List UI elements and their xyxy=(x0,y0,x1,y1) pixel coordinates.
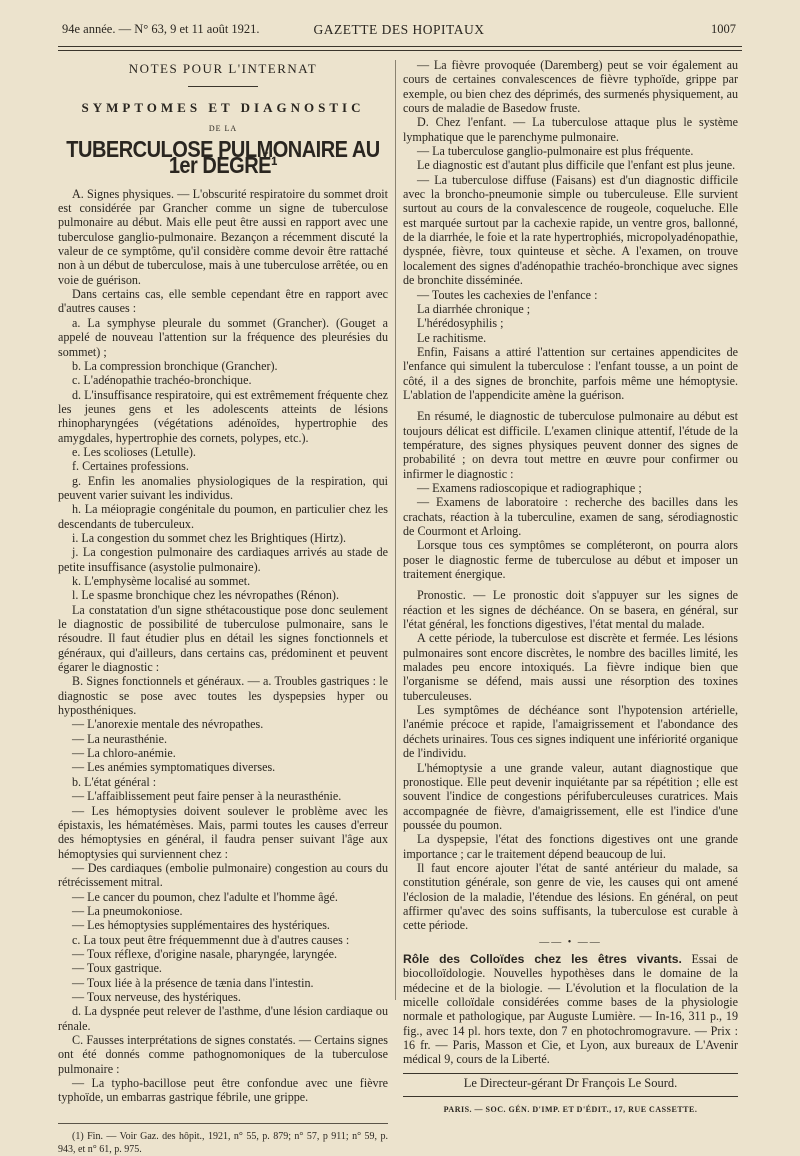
paragraph: Il faut encore ajouter l'état de santé antérieur du malade, sa constitution générale, son genre de vie, les causes qui ont amené l'éclosion de la maladie, l'étendue des lésions. En général, on peut affirmer qu'avec des soins suffisants, la tuberculose est curable à cette période. xyxy=(403,860,738,933)
paragraph: Le diagnostic est d'autant plus difficile que l'enfant est plus jeune. xyxy=(417,158,736,173)
book-review-title: Rôle des Colloïdes chez les êtres vivants. xyxy=(403,951,682,966)
footnote-rule xyxy=(58,1123,388,1124)
paragraph: La constatation d'un signe sthétacoustique pose donc seulement le diagnostic de possibilité de tuberculose pulmonaire, sans le résoudre. Il faut étudier plus en détail les signes fonctionnels et généraux, qui d'ailleurs, dans certains cas, prédominent et peuvent égarer le diagnostic : xyxy=(58,602,388,675)
paragraph: — Toux gastrique. xyxy=(72,961,162,976)
paragraph: — La neurasthénie. xyxy=(72,731,168,746)
paragraph: — Toutes les cachexies de l'enfance : xyxy=(417,287,598,302)
column-divider xyxy=(395,60,396,1000)
paragraph: b. L'état général : xyxy=(72,774,157,789)
paragraph: c. La toux peut être fréquemmennt due à d'autres causes : xyxy=(72,932,350,947)
paragraph: — La pneumokoniose. xyxy=(72,903,183,918)
paragraph: — L'anorexie mentale des névropathes. xyxy=(72,717,264,732)
paragraph: b. La compression bronchique (Grancher). xyxy=(72,358,278,373)
book-review xyxy=(403,952,738,1067)
header-rule-thin xyxy=(58,50,742,51)
page-header xyxy=(62,22,736,42)
paragraph: B. Signes fonctionnels et généraux. — a. Troubles gastriques : le diagnostic se pose avec toutes les dyspepsies hyper ou hyposthéniques. xyxy=(58,674,388,718)
spacer xyxy=(403,581,738,588)
header-rule xyxy=(58,46,742,47)
paragraph: h. La méiopragie congénitale du poumon, en particulier chez les descendants de tuberculeux. xyxy=(58,502,388,531)
paragraph: Le rachitisme. xyxy=(417,330,487,345)
paragraph: — La fièvre provoquée (Daremberg) peut se voir également au cours de certaines convalescences de fièvre typhoïde, grippe par exemple, ou bien chez des déprimés, des surmenés physiquement, au cours de maladie de Basedow fruste. xyxy=(403,58,738,116)
header-journal-title: GAZETTE DES HOPITAUX xyxy=(313,22,485,37)
paragraph: La dyspepsie, l'état des fonctions digestives ont une grande importance ; car le traitement dépend beaucoup de lui. xyxy=(403,832,738,861)
paragraph: g. Enfin les anomalies physiologiques de la respiration, qui peuvent varier suivant les individus. xyxy=(58,473,388,502)
paragraph: a. La symphyse pleurale du sommet (Grancher). (Gouget a appelé de nouveau l'attention sur la fréquence des pleurésies du sommet) ; xyxy=(58,315,388,359)
paragraph: — Les hémoptysies doivent soulever le problème avec les épistaxis, les hématémèses. Mais, parmi toutes les causes d'erreur des hémoptysies en général, il faudra penser suivant l'âge aux hémoptysies qui surviennent chez : xyxy=(58,803,388,861)
footer-director: Le Directeur-gérant Dr François Le Sourd. xyxy=(463,1075,678,1090)
header-page-number: 1007 xyxy=(711,22,736,36)
paragraph: k. L'emphysème localisé au sommet. xyxy=(72,574,251,588)
article-title-line-2: DE LA xyxy=(208,123,238,133)
paragraph: L'hérédosyphilis ; xyxy=(417,316,504,331)
header-issue: 94e année. — N° 63, 9 et 11 août 1921. xyxy=(62,22,260,36)
paragraph: — L'affaiblissement peut faire penser à la neurasthénie. xyxy=(72,789,342,804)
paragraph: Les symptômes de déchéance sont l'hypotension artérielle, l'anémie précoce et rapide, l'amaigrissement et l'abondance des déchets urinaires. Tous ces signes indiquent une infériorité organique de l'individu. xyxy=(403,703,738,761)
paragraph: Enfin, Faisans a attiré l'attention sur certaines appendicites de l'enfance qui simulent la tuberculose : l'enfant tousse, a un point de côté, il a des signes de bronchite, parfois même une hémoptysie. L'ablation de l'appendicite amène la guérison. xyxy=(403,344,738,402)
paragraph: — La typho-bacillose peut être confondue avec une fièvre typhoïde, un embarras gastrique fébrile, une grippe. xyxy=(58,1076,388,1105)
paragraph: — La tuberculose diffuse (Faisans) est d'un diagnostic difficile avec la broncho-pneumonie simple ou tuberculeuse. Elle survient surtout au cours de la convalescence de rougeole, coqueluche. Elle est marquée surtout par la cachexie rapide, un ventre gros, ballonné, de la diarrhée, le foie et la rate hypertrophiés, micropolyadénopathie, dyspnée, fièvre, toux quinteuse et sèche. A l'examen, on trouve localement des signes d'adénopathie trachéo-bronchique avec signes de bronchite disséminée. xyxy=(403,172,738,288)
paragraph: d. L'insuffisance respiratoire, qui est extrêmement fréquente chez les jeunes gens et les adolescents atteints de lésions rhinopharyngées (végétations adénoïdes, hypertrophie des amygdales, hypertrophie des cornets, polypes, etc.). xyxy=(58,387,388,445)
paragraph: A. Signes physiques. — L'obscurité respiratoire du sommet droit est considérée par Grancher comme un signe de tuberculose pulmonaire au début. Mais elle peut être aussi en rapport avec une tuberculose ganglio-pulmonaire. Bezançon a récemment discuté la valeur de ce symptôme, qu'il considère comme devoir être rattaché non à un début de tuberculose, mais à une tuberculose arrêtée, ou en voie de guérison. xyxy=(58,186,388,287)
article-title-line-1: SYMPTOMES ET DIAGNOSTIC xyxy=(81,100,365,116)
paragraph: l. Le spasme bronchique chez les névropathes (Rénon). xyxy=(72,588,339,603)
paragraph: — Examens radioscopique et radiographique ; xyxy=(417,480,642,495)
paragraph: — Les anémies symptomatiques diverses. xyxy=(72,760,276,775)
paragraph: C. Fausses interprétations de signes constatés. — Certains signes ont été donnés comme pathognomoniques de la tuberculose pulmonaire : xyxy=(58,1033,388,1076)
book-review-text: Essai de biocolloïdologie. Nouvelles hypothèses dans le domaine de la médecine et de la biologie. — L'évolution et la floculation de la micelle colloïdale considérées comme bases de la physiologie normale et pathologique, par Auguste Lumière. — In-16, 311 p., 19 fig., avec 14 pl. hors texte, don 7 en photochromogravure. — Prix : 16 fr. — Paris, Masson et Cie, et Lyon, aux bureaux de L'Avenir médical 9, cours de la Liberté. xyxy=(403,951,738,1067)
paragraph: — Les hémoptysies supplémentaires des hystériques. xyxy=(72,918,330,933)
paragraph: — Le cancer du poumon, chez l'adulte et l'homme âgé. xyxy=(72,889,338,904)
article-title-line-3: TUBERCULOSE PULMONAIRE AU 1er DEGRÉ¹ xyxy=(66,137,380,180)
paragraph: — Toux réflexe, d'origine nasale, pharyngée, laryngée. xyxy=(72,946,338,961)
paragraph: — Toux liée à la présence de tænia dans l'intestin. xyxy=(72,975,314,990)
paragraph: i. La congestion du sommet chez les Brightiques (Hirtz). xyxy=(72,530,347,545)
spacer xyxy=(403,402,738,409)
paragraph: D. Chez l'enfant. — La tuberculose attaque plus le système lymphatique que le parenchyme pulmonaire. xyxy=(403,115,738,144)
footer-printer: PARIS. — SOC. GÉN. D'IMP. ET D'ÉDIT., 17, RUE CASSETTE. xyxy=(443,1105,698,1115)
paragraph: La diarrhée chronique ; xyxy=(417,301,531,316)
paragraph: — La chloro-anémie. xyxy=(72,746,176,761)
paragraph: Lorsque tous ces symptômes se compléteront, on pourra alors poser le diagnostic ferme de tuberculose au début et imposer un traitement énergique. xyxy=(403,538,738,582)
paragraph: d. La dyspnée peut relever de l'asthme, d'une lésion cardiaque ou rénale. xyxy=(58,1004,388,1033)
paragraph: Pronostic. — Le pronostic doit s'appuyer sur les signes de réaction et les signes de déchéance. On se basera, en général, sur l'état général, les fonctions digestives, l'état mental du malade. xyxy=(403,588,738,632)
paragraph: e. Les scolioses (Letulle). xyxy=(72,444,196,459)
paragraph: c. L'adénopathie trachéo-bronchique. xyxy=(72,373,252,388)
right-column xyxy=(403,58,738,1117)
left-column xyxy=(58,58,388,1156)
ornament-divider: —— • —— xyxy=(539,936,602,948)
paragraph: — Toux nerveuse, des hystériques. xyxy=(72,989,241,1004)
paragraph: Dans certains cas, elle semble cependant être en rapport avec d'autres causes : xyxy=(58,287,388,316)
paragraph: A cette période, la tuberculose est discrète et fermée. Les lésions pulmonaires sont encore discrètes, le nombre des bacilles limité, les malades peu encore intoxiqués. La fièvre indique bien que l'organisme se défend, mais aussi une résorption des toxines tuberculeuses. xyxy=(403,631,738,703)
paragraph: — La tuberculose ganglio-pulmonaire est plus fréquente. xyxy=(417,144,694,159)
paragraph: j. La congestion pulmonaire des cardiaques arrivés au stade de petite insuffisance (asystolie pulmonaire). xyxy=(58,545,388,574)
footer-rule-2 xyxy=(403,1096,738,1097)
paragraph: — Examens de laboratoire : recherche des bacilles dans les crachats, réaction à la tuberculine, examen de sang, sérodiagnostic de Courmont et Arloing. xyxy=(403,495,738,538)
paragraph: — Des cardiaques (embolie pulmonaire) congestion au cours du rétrécissement mitral. xyxy=(58,860,388,890)
paragraph: En résumé, le diagnostic de tuberculose pulmonaire au début est toujours délicat est difficile. L'examen clinique attentif, l'étude de la température, des signes physiques peuvent donner des signes de probabilité ; on devra tout mettre en œuvre pour confirmer ou infirmer le diagnostic : xyxy=(403,409,738,481)
paragraph: L'hémoptysie a une grande valeur, autant diagnostique que pronostique. Elle peut devenir inquiétante par sa répétition ; elle est souvent l'indice de congestions périfuberculeuses curatrices. Mais accompagnée de fièvre, d'amaigrissement, elle est l'indice d'une poussée du poumon. xyxy=(403,760,738,832)
section-title: NOTES POUR L'INTERNAT xyxy=(128,61,318,76)
paragraph: f. Certaines professions. xyxy=(72,459,189,474)
section-rule xyxy=(188,86,258,87)
footnote: (1) Fin. — Voir Gaz. des hôpit., 1921, n° 55, p. 879; n° 57, p 911; n° 59, p. 943, et n° 61, p. 975. xyxy=(58,1130,388,1155)
